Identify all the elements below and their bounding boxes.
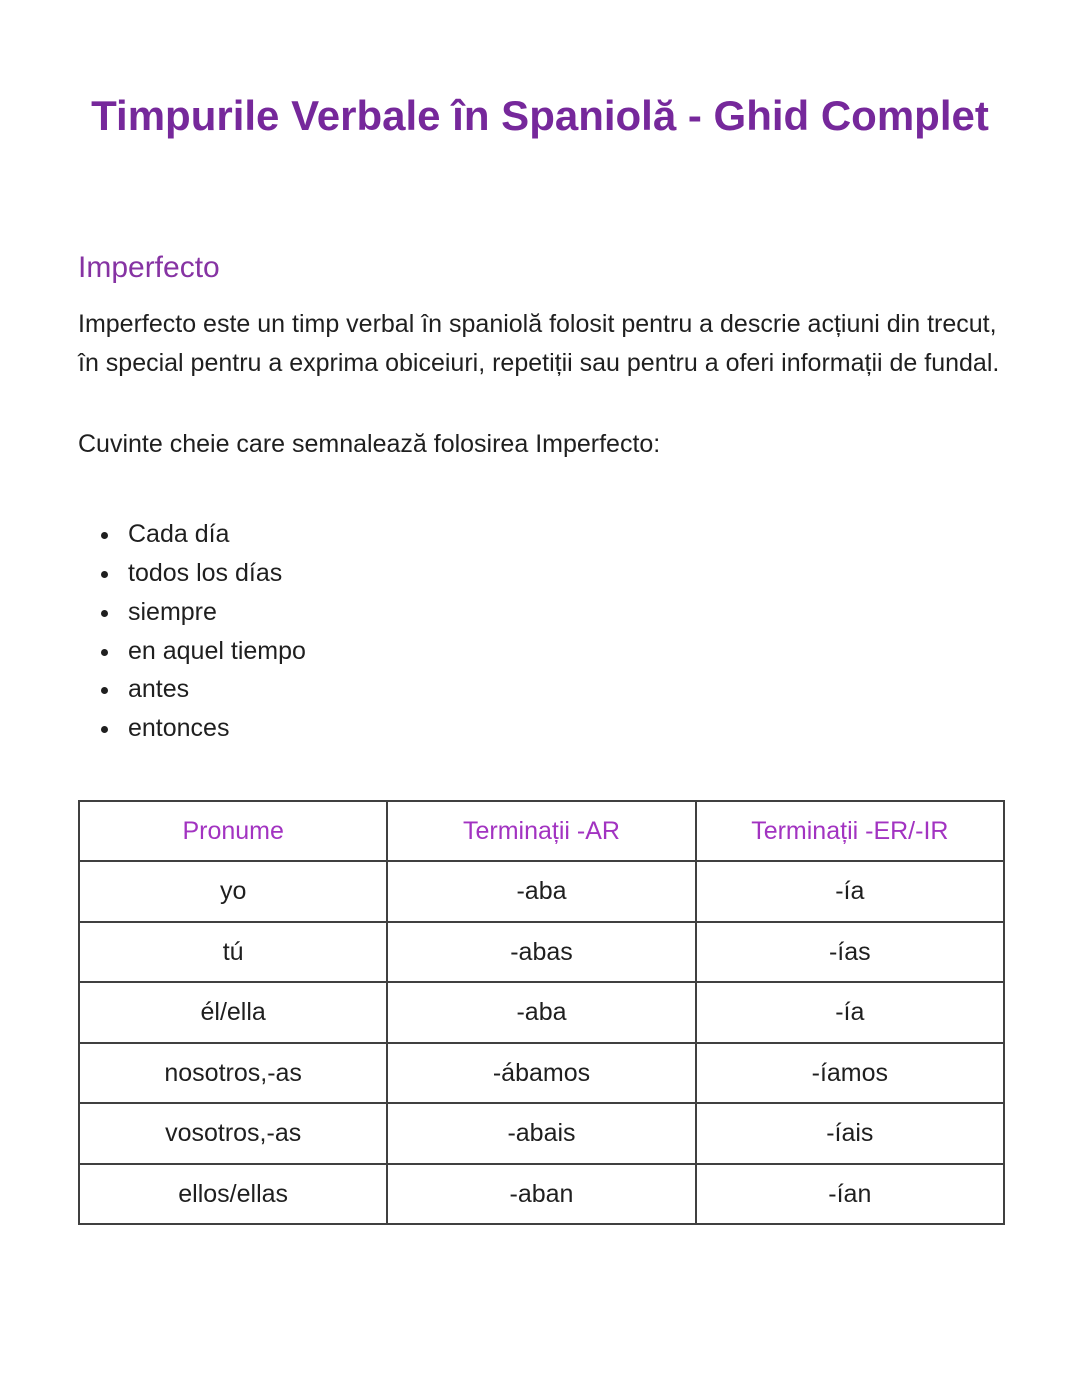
cell-er-ir-ending: -íamos — [696, 1043, 1004, 1104]
table-row — [79, 861, 1004, 922]
cell-er-ir-ending: -ía — [696, 861, 1004, 922]
list-item: • en aquel tiempo — [122, 632, 1002, 671]
table-header-row — [79, 801, 1004, 862]
column-header-terminatii-ar: Terminații -AR — [387, 801, 695, 862]
section-heading-imperfecto: Imperfecto — [78, 251, 220, 284]
cell-pronoun: nosotros,-as — [79, 1043, 387, 1104]
cell-pronoun: yo — [79, 861, 387, 922]
page-title: Timpurile Verbale în Spaniolă - Ghid Complet — [91, 92, 989, 139]
table-row — [79, 1164, 1004, 1225]
cell-pronoun: ellos/ellas — [79, 1164, 387, 1225]
table-header — [79, 801, 1004, 862]
list-item: • todos los días — [122, 554, 1002, 593]
cell-pronoun: tú — [79, 922, 387, 983]
table-row — [79, 982, 1004, 1043]
cell-ar-ending: -aba — [387, 861, 695, 922]
cell-er-ir-ending: -ían — [696, 1164, 1004, 1225]
cell-ar-ending: -ábamos — [387, 1043, 695, 1104]
column-header-terminatii-er-ir: Terminații -ER/-IR — [696, 801, 1004, 862]
cell-er-ir-ending: -ía — [696, 982, 1004, 1043]
table-row — [79, 1043, 1004, 1104]
table-row — [79, 1103, 1004, 1164]
list-item: • siempre — [122, 593, 1002, 632]
table-row — [79, 922, 1004, 983]
cell-ar-ending: -aban — [387, 1164, 695, 1225]
list-item: • Cada día — [122, 515, 1002, 554]
table-body — [79, 861, 1004, 1224]
cell-er-ir-ending: -íais — [696, 1103, 1004, 1164]
keywords-lead-paragraph: Cuvinte cheie care semnalează folosirea Imperfecto: — [78, 429, 661, 458]
keywords-list — [78, 515, 1002, 748]
cell-pronoun: él/ella — [79, 982, 387, 1043]
conjugation-table — [78, 800, 1005, 1226]
list-item: • entonces — [122, 709, 1002, 748]
list-item: • antes — [122, 670, 1002, 709]
column-header-pronume: Pronume — [79, 801, 387, 862]
cell-ar-ending: -abais — [387, 1103, 695, 1164]
cell-ar-ending: -abas — [387, 922, 695, 983]
cell-pronoun: vosotros,-as — [79, 1103, 387, 1164]
intro-paragraph: Imperfecto este un timp verbal în spaniolă folosit pentru a descrie acțiuni din trecut, în special pentru a exprima obiceiuri, repetiții sau pentru a oferi informații de fundal. — [78, 310, 1000, 377]
cell-er-ir-ending: -ías — [696, 922, 1004, 983]
cell-ar-ending: -aba — [387, 982, 695, 1043]
